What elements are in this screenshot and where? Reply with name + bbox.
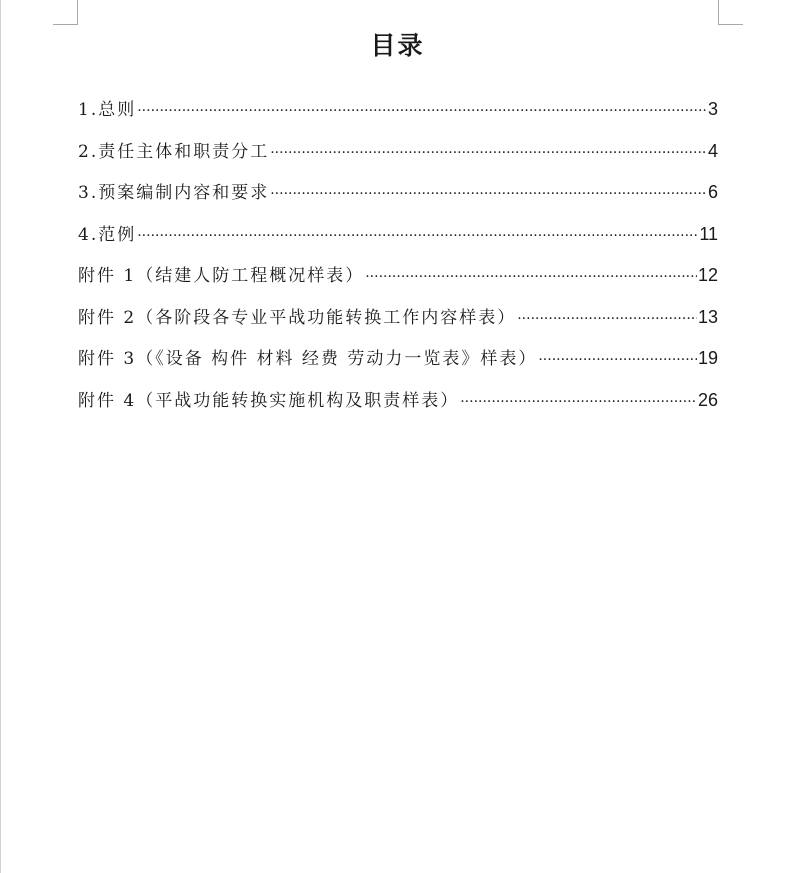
toc-dot-leader (137, 223, 698, 249)
toc-page-number: 12 (697, 265, 718, 285)
toc-page-number: 4 (707, 140, 718, 161)
toc-page-number: 11 (699, 223, 718, 244)
toc-entry-label: 1.总则 (78, 100, 137, 120)
toc-entry[interactable] (78, 262, 718, 304)
toc-page-number: 6 (707, 182, 718, 202)
toc-page-number: 3 (707, 99, 718, 119)
toc-page-number: 13 (697, 306, 718, 327)
toc-dot-leader (538, 347, 697, 373)
table-of-contents (78, 96, 718, 428)
toc-entry-label: 附件 4（平战功能转换实施机构及职责样表） (78, 390, 460, 411)
toc-entry-label: 附件 1（结建人防工程概况样表） (78, 266, 365, 286)
toc-page-number: 26 (697, 389, 718, 410)
toc-dot-leader (270, 181, 707, 207)
toc-entry[interactable] (78, 345, 718, 387)
toc-dot-leader (517, 306, 697, 332)
toc-entry[interactable] (78, 304, 718, 346)
page-edge (0, 0, 1, 873)
toc-dot-leader (270, 140, 707, 166)
toc-entry[interactable] (78, 221, 718, 263)
toc-dot-leader (460, 389, 697, 415)
toc-entry-label: 4.范例 (78, 224, 137, 245)
toc-entry-label: 2.责任主体和职责分工 (78, 141, 270, 162)
margin-corner-mark-left (53, 0, 78, 25)
toc-entry-label: 附件 3（《设备 构件 材料 经费 劳动力一览表》样表） (78, 349, 538, 369)
margin-corner-mark-right (718, 0, 743, 25)
page-title: 目录 (370, 31, 425, 60)
toc-dot-leader (365, 264, 697, 290)
toc-page-number: 19 (697, 348, 718, 368)
toc-entry-label: 附件 2（各阶段各专业平战功能转换工作内容样表） (78, 307, 517, 328)
toc-entry[interactable] (78, 179, 718, 221)
toc-entry[interactable] (78, 96, 718, 138)
toc-entry-label: 3.预案编制内容和要求 (78, 183, 270, 203)
toc-entry[interactable] (78, 387, 718, 429)
toc-entry[interactable] (78, 138, 718, 180)
toc-dot-leader (137, 98, 707, 124)
